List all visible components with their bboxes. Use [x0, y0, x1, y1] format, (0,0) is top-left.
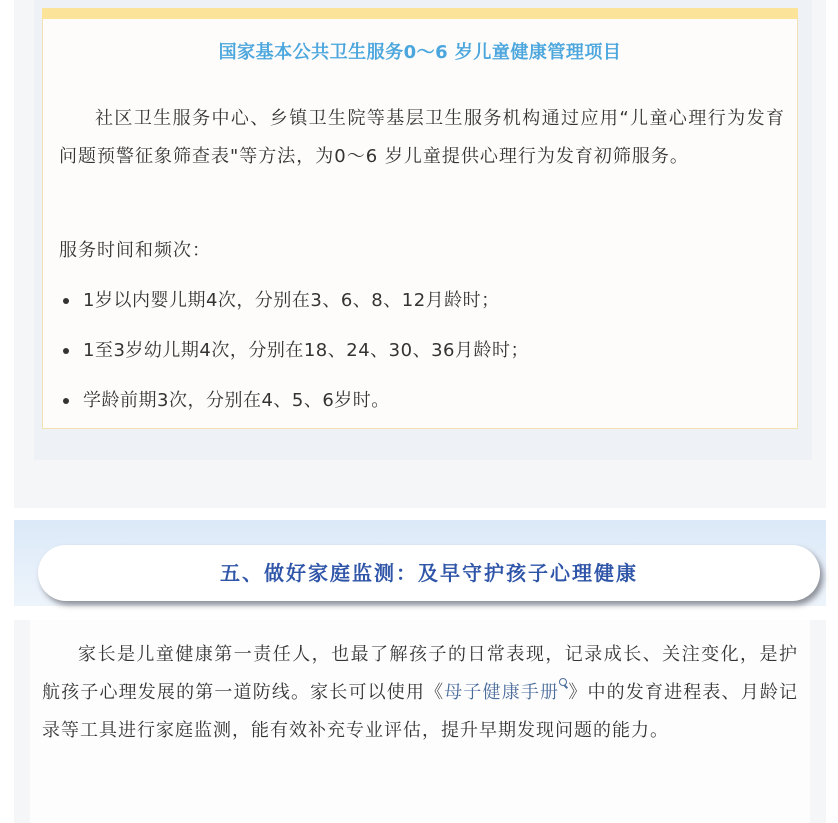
service-schedule-heading: 服务时间和频次： — [59, 240, 211, 261]
bullet-dot-icon — [63, 348, 69, 354]
list-item: 1至3岁幼儿期4次，分别在18、24、30、36月龄时； — [59, 333, 529, 369]
bottom-section-card — [30, 620, 810, 823]
program-card-paragraph: 社区卫生服务中心、乡镇卫生院等基层卫生服务机构通过应用“儿童心理行为发育问题预警征象筛查表"等方法，为0～6 岁儿童提供心理行为发育初筛服务。 — [59, 108, 785, 167]
program-card-title: 国家基本公共卫生服务0～6 岁儿童健康管理项目 — [218, 42, 622, 63]
family-monitoring-paragraph: 家长是儿童健康第一责任人，也最了解孩子的日常表现，记录成长、关注变化，是护航孩子心理发展的第一道防线。家长可以使用《母子健康手册 》中的发育进程表、月龄记录等工具进行家庭监测，能有效补充专业评估，提升早期发现问题的能力。 — [42, 644, 799, 741]
section-title: 五、做好家庭监测：及早守护孩子心理健康 — [220, 561, 638, 585]
list-item: 1岁以内婴儿期4次，分别在3、6、8、12月龄时； — [59, 283, 529, 319]
handbook-link[interactable]: 母子健康手册 — [444, 682, 560, 703]
list-item: 学龄前期3次，分别在4、5、6岁时。 — [59, 383, 529, 419]
section-heading-pill — [38, 545, 820, 601]
program-card-top-bar — [42, 8, 798, 19]
search-icon[interactable] — [559, 678, 568, 690]
service-schedule-list — [59, 283, 529, 433]
program-card — [42, 8, 798, 429]
bullet-dot-icon — [63, 298, 69, 304]
bullet-dot-icon — [63, 398, 69, 404]
